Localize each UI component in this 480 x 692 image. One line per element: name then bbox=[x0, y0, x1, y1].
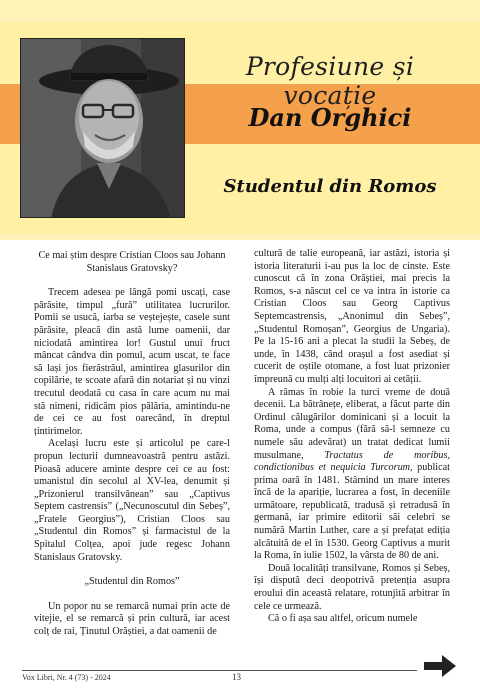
paragraph: Că o fi așa sau altfel, oricum numele bbox=[268, 613, 418, 625]
author-photo bbox=[20, 38, 185, 218]
section-heading: „Studentul din Romos” bbox=[84, 576, 180, 588]
author-name: Dan Orghici bbox=[248, 103, 412, 132]
lead-question: Ce mai știm despre Cristian Cloos sau Johann Stanislaus Gratovsky? bbox=[38, 250, 226, 274]
treatise-title: Tractatus de moribus, condictionibus et nequicia Turcorum bbox=[254, 449, 450, 474]
paragraph: Trecem adesea pe lângă pomi uscați, case părăsite, timpul „fură” utilitatea lucrurilor. Pomii se usucă, iarba se veștejește, casele sunt părăsite, pleacă din astă lume oamenii, dar niciodată amintirea lor! Gustul unui fruct mâncat cândva din pomul, acum uscat, te face să lași jos fierăstrăul, amintirea glasurilor din copilărie, te scoate afară din notariat și nu vinzi trecutul deodată cu casa în care acum nu mai stă nimeni, ridicăm pios pălăria, amintindu-ne de cei ce au fost oarecând, în dreptul țintirimelor. bbox=[34, 287, 230, 437]
paragraph: Un popor nu se remarcă numai prin acte de vitejie, el se remarcă și prin cultură, iar acest colț de rai, Ținutul Orăștiei, a dat oamenii de bbox=[34, 600, 230, 638]
rubric-title: Profesiune și vocație bbox=[245, 52, 415, 110]
paragraph bbox=[254, 387, 450, 563]
next-page-arrow-icon[interactable] bbox=[424, 655, 456, 677]
article-header bbox=[0, 0, 480, 240]
journal-issue: Vox Libri, Nr. 4 (73) - 2024 bbox=[22, 673, 111, 682]
paragraph: Două localități transilvane, Romos și Sebeș, își dispută deci deopotrivă pretenția asupra eroului din această relatare, rotunjită arbitrar în cele ce urmează. bbox=[254, 562, 450, 612]
paragraph: cultură de talie europeană, iar astăzi, istoria și istoria literaturii i-au pus la loc de cinste. Este cunoscut că în zona Orăștiei, mai precis la Romos, s-a născut cel ce va intra în istorie ca Cristian Cloos sau Georg Captivus Septemcastrensis, „Anonimul din Sebeș”, „Studentul Romoșan”, Georgius de Ungaria). Pe la 15-16 ani a plecat la studii la Sebeș, de unde, în 1438, când orașul a fost asediat și cucerit de oștile otomane, a fost luat prizonier împreună cu mulți alți locuitori ai cetății. bbox=[254, 248, 450, 385]
paragraph-text: , publicat prima oară în 1481. Stârnind un mare interes încă de la apariție, lucrarea a fost, în deceniile următoare, republicată, tradusă și retradusă în germană, iar primire editorii săi celebri se numără Martin Luther, care a și prefațat ediția alcătuită de el în 1530. Georg Captivus a murit la Roma, în iulie 1502, la vârsta de 80 de ani. bbox=[254, 462, 450, 562]
paragraph-text: A rămas în robie la turci vreme de două decenii. La bătrânețe, eliberat, a făcut parte din Ordinul călugărilor dominicani și a locuit la Roma, unde a compus (fără să-l semneze cu numele său adevărat) un tratat dedicat lumii musulmane, bbox=[254, 386, 450, 461]
page-number: 13 bbox=[232, 672, 241, 682]
right-column bbox=[254, 248, 450, 626]
article-title: Studentul din Romos bbox=[223, 176, 437, 197]
left-column bbox=[34, 250, 230, 639]
paragraph: Același lucru este și articolul pe care-l propun lecturii dumneavoastră pentru astăzi. Pioasă aducere aminte despre cei ce au fost: umanistul din secolul al XV-lea, denumit și „Prizonierul transilvănean” sau „Captivus Septem castrensis” („Necunoscutul din Sebeș”, „Fratele Georgius”), Cristian Cloos sau „Studentul din Romos” și farmacistul de la Spitalul Colțea, apoi jude regesc Johann Stanislaus Gratovsky. bbox=[34, 438, 230, 563]
footer-rule bbox=[22, 670, 417, 671]
